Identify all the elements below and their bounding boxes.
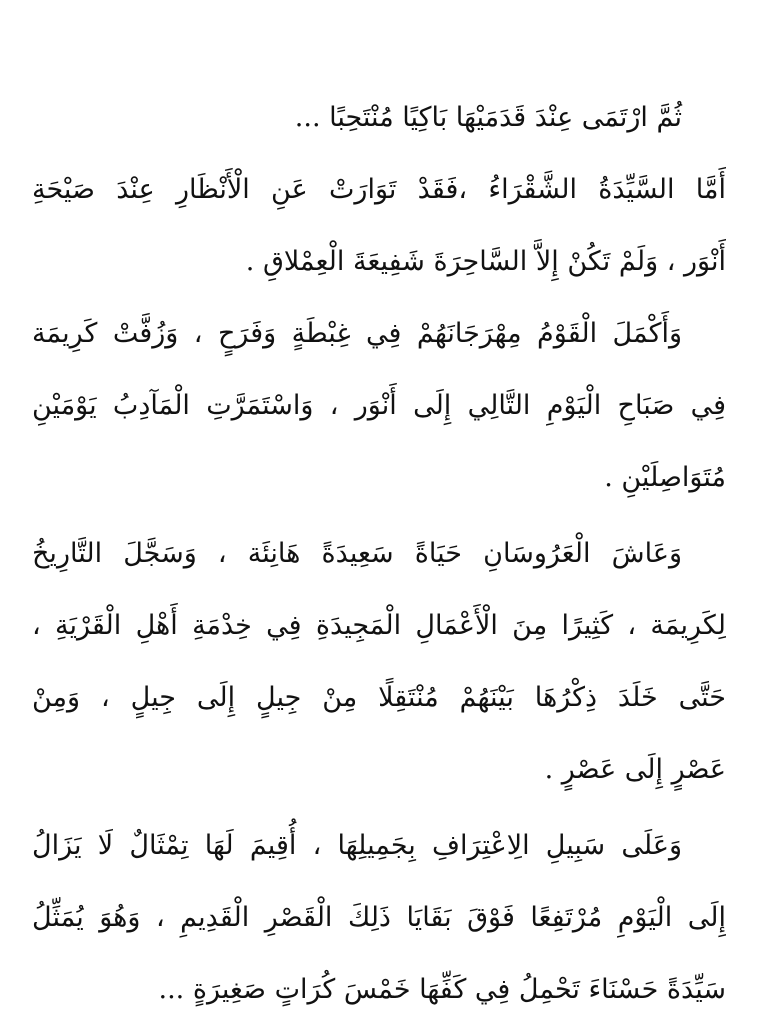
text-line: سَيِّدَةً حَسْنَاءَ تَحْمِلُ فِي كَفِّهَا خَمْسَ كُرَاتٍ صَغِيرَةٍ ...	[158, 974, 726, 1005]
text-line: وَأَكْمَلَ الْقَوْمُ مِهْرَجَانَهُمْ فِي غِبْطَةٍ وَفَرَحٍ ، وَزُفَّتْ كَرِيمَة	[32, 318, 682, 349]
story-text	[32, 82, 726, 1026]
text-line: إِلَى الْيَوْمِ مُرْتَفِعًا فَوْقَ بَقَايَا ذَلِكَ الْقَصْرِ الْقَدِيمِ ، وَهُوَ يُمَثِّلُ	[32, 902, 726, 933]
text-line: أَمَّا السَّيِّدَةُ الشَّقْرَاءُ ،فَقَدْ تَوَارَتْ عَنِ الْأَنْظَارِ عِنْدَ صَيْحَةِ	[32, 174, 726, 205]
text-line: وَعَاشَ الْعَرُوسَانِ حَيَاةً سَعِيدَةً هَانِئَة ، وَسَجَّلَ التَّارِيخُ	[32, 538, 682, 569]
text-line: فِي صَبَاحِ الْيَوْمِ التَّالِي إِلَى أَنْوَر ، وَاسْتَمَرَّتِ الْمَآدِبُ يَوْمَيْنِ	[32, 390, 726, 421]
text-line: أَنْوَر ، وَلَمْ تَكُنْ إِلاَّ السَّاحِرَةَ شَفِيعَةَ الْعِمْلاقِ .	[245, 246, 726, 277]
text-line: عَصْرٍ إِلَى عَصْرٍ .	[544, 754, 726, 785]
text-line: لِكَرِيمَة ، كَثِيرًا مِنَ الْأَعْمَالِ الْمَجِيدَةِ فِي خِدْمَةِ أَهْلِ الْقَرْيَةِ ،	[32, 610, 726, 641]
text-line: وَعَلَى سَبِيلِ الِاعْتِرَافِ بِجَمِيلِهَا ، أُقِيمَ لَهَا تِمْثَالٌ لَا يَزَالُ	[32, 830, 682, 861]
text-line: ثُمَّ ارْتَمَى عِنْدَ قَدَمَيْهَا بَاكِيًا مُنْتَحِبًا ...	[294, 102, 682, 133]
text-line: مُتَوَاصِلَيْنِ .	[604, 462, 726, 493]
text-line: حَتَّى خَلَدَ ذِكْرُهَا بَيْنَهُمْ مُنْتَقِلًا مِنْ جِيلٍ إِلَى جِيلٍ ، وَمِنْ	[32, 682, 726, 713]
